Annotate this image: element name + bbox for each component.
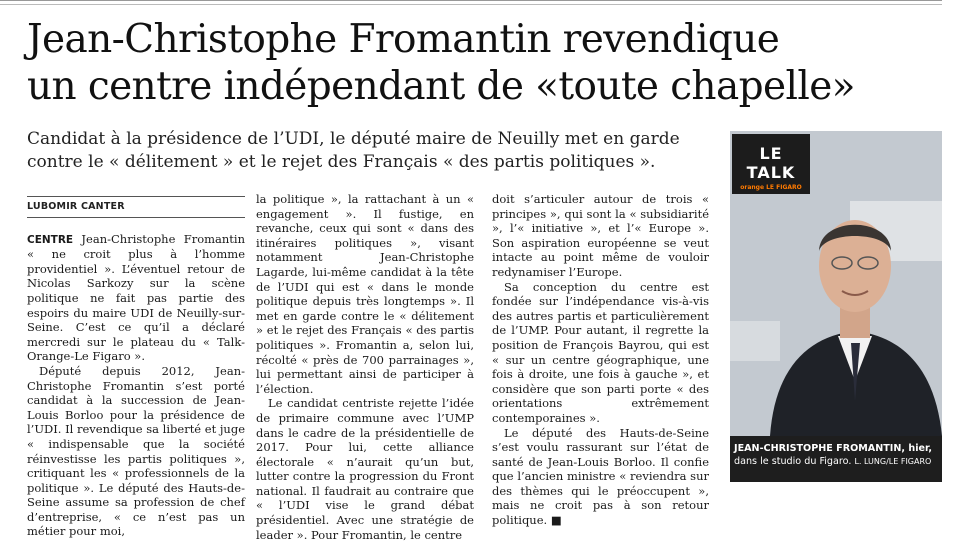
paragraph: Le candidat centriste rejette l’idée de primaire commune avec l’UMP dans le cadre de la présidentielle de 2017. Pour lui, cette alliance électorale « n’aurait qu’un but, lutter contre la progression du Front national. Il faudrait au contraire que « l’UDI vise le grand débat présidentiel. Avec une stratégie de leader ». Pour Fromantin, le centre xyxy=(256,396,474,542)
portrait-photo xyxy=(730,131,942,436)
top-rule xyxy=(0,0,942,5)
lead-word: CENTRE xyxy=(27,233,74,246)
headline-line-1: Jean-Christophe Fromantin revendique xyxy=(27,17,780,62)
headline-line-2: un centre indépendant de «toute chapelle» xyxy=(27,64,855,109)
caption-text: dans le studio du Figaro. xyxy=(734,456,852,467)
article-column-1 xyxy=(27,196,245,539)
le-talk-badge xyxy=(732,134,810,194)
paragraph: Sa conception du centre est fondée sur l’indépendance vis-à-vis des autres partis et particulièrement de l’UMP. Pour autant, il regrette la position de François Bayrou, qui est « sur un centre géographique, une fois à droite, une fois à gauche », et considère que son parti porte « des orientations extrêmement contemporaines ». xyxy=(492,279,709,425)
badge-subtitle: orange LE FIGARO xyxy=(740,184,802,191)
article-column-2 xyxy=(256,192,474,542)
headline xyxy=(27,16,947,110)
deck: Candidat à la présidence de l’UDI, le député maire de Neuilly met en garde contre le « délitement » et le rejet des Français « des partis politiques ». xyxy=(27,129,680,172)
paragraph: CENTRE Jean-Christophe Fromantin « ne croit plus à l’homme providentiel ». L’éventuel retour de Nicolas Sarkozy sur la scène politique ne fait pas partie des espoirs du maire UDI de Neuilly-sur-Seine. C’est ce qu’il a déclaré mercredi sur le plateau du « Talk-Orange-Le Figaro ». xyxy=(27,231,245,364)
caption-name: JEAN-CHRISTOPHE FROMANTIN, hier, xyxy=(734,443,932,454)
paragraph: la politique », la rattachant à un « engagement ». Il fustige, en revanche, ceux qui sont « dans des itinéraires politiques », visant notamment Jean-Christophe Lagarde, lui-même candidat à la tête de l’UDI qui est « dans le monde politique depuis très longtemps ». Il met en garde contre le « délitement » et le rejet des Français « des partis politiques ». Fromantin a, selon lui, récolté « près de 700 parrainages », lui permettant ainsi de participer à l’élection. xyxy=(256,192,474,396)
byline: LUBOMIR CANTER xyxy=(27,196,245,218)
paragraph: Le député des Hauts-de-Seine s’est voulu rassurant sur l’état de santé de Jean-Louis Borloo. Il confie que l’ancien ministre « reviendra sur des thèmes qui le préoccupent », mais ne croit pas à son retour politique. ■ xyxy=(492,425,709,528)
paragraph: Député depuis 2012, Jean-Christophe Fromantin s’est porté candidat à la succession de Jean-Louis Borloo pour la présidence de l’UDI. Il revendique sa liberté et juge « indispensable que la société réinvestisse les partis politiques », critiquant les « professionnels de la politique ». Le député des Hauts-de-Seine assume sa profession de chef d’entreprise, « ce n’est pas un métier pour moi, xyxy=(27,363,245,539)
article-column-3 xyxy=(492,192,709,528)
photo-caption xyxy=(730,436,942,482)
photo-credit: L. LUNG/LE FIGARO xyxy=(854,457,932,466)
badge-title: LE TALK xyxy=(746,144,796,182)
paragraph: doit s’articuler autour de trois « principes », qui sont la « subsidiarité », l’« initiative », et l’« Europe ». Son aspiration européenne se veut intacte au point même de vouloir redynamiser l’Europe. xyxy=(492,192,709,279)
